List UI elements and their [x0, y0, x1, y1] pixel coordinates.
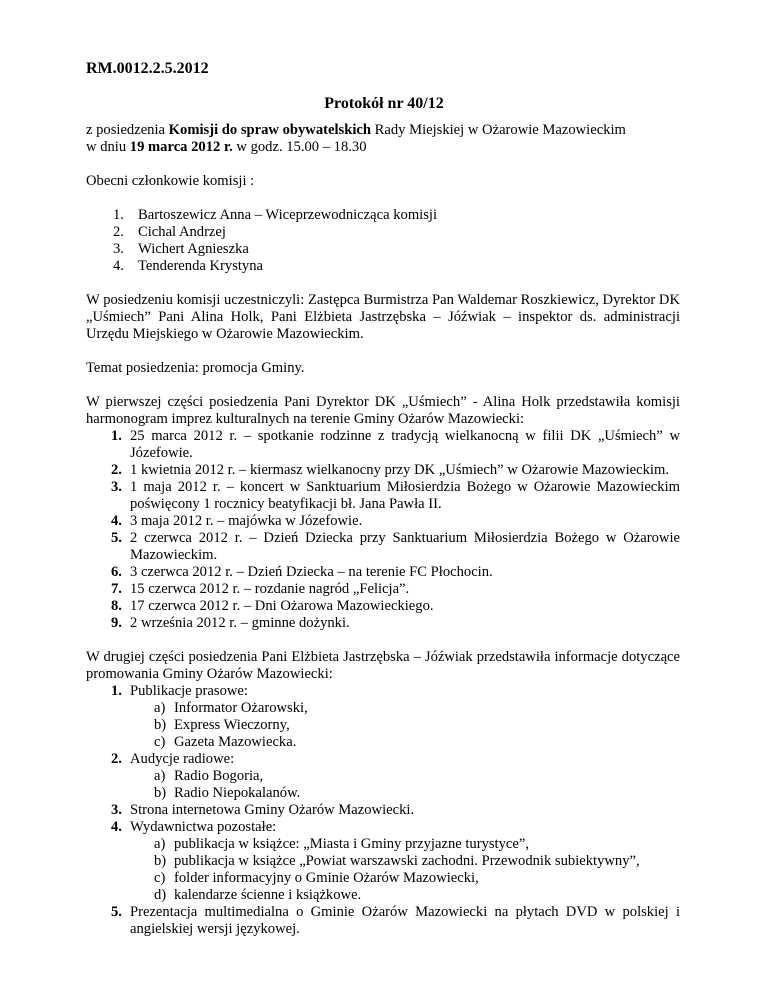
list-item: d) kalendarze ścienne i książkowe.: [154, 887, 362, 903]
list-item: c) Gazeta Mazowiecka.: [154, 734, 297, 750]
promotion-list: [86, 683, 680, 700]
list-item: 4. Tenderenda Krystyna: [113, 258, 264, 274]
topic-paragraph: Temat posiedzenia: promocja Gminy.: [86, 360, 305, 376]
list-item: c) folder informacyjny o Gminie Ożarów Mazowiecki,: [154, 870, 479, 886]
list-item: 7. 15 czerwca 2012 r. – rozdanie nagród „Felicja”.: [111, 581, 410, 597]
document-code: RM.0012.2.5.2012: [86, 60, 209, 77]
intro-text: w godz. 15.00 – 18.30: [232, 139, 367, 155]
document-title: Protokół nr 40/12: [324, 95, 444, 112]
list-item: 1. 25 marca 2012 r. – spotkanie rodzinne z tradycją wielkanocną w filii DK „Uśmiech” w Józefowie.: [111, 428, 680, 461]
list-item: 5. 2 czerwca 2012 r. – Dzień Dziecka przy Sanktuarium Miłosierdzia Bożego w Ożarowie Mazowieckim.: [111, 530, 680, 563]
list-item: 2. 1 kwietnia 2012 r. – kiermasz wielkanocny przy DK „Uśmiech” w Ożarowie Mazowieckim.: [111, 462, 669, 478]
list-item: 4. 3 maja 2012 r. – majówka w Józefowie.: [111, 513, 363, 529]
members-list: [86, 207, 680, 275]
list-item: b) Radio Niepokalanów.: [154, 785, 301, 801]
members-heading: Obecni członkowie komisji :: [86, 173, 255, 189]
list-item: 3. Wichert Agnieszka: [113, 241, 249, 257]
list-item: b) publikacja w książce „Powiat warszawski zachodni. Przewodnik subiektywny”,: [154, 853, 640, 869]
list-item: 9. 2 września 2012 r. – gminne dożynki.: [111, 615, 350, 631]
intro-date-line: [86, 139, 680, 156]
list-item: 5. Prezentacja multimedialna o Gminie Ożarów Mazowiecki na płytach DVD w polskiej i angielskiej wersji językowej.: [111, 904, 680, 937]
list-item: a) Informator Ożarowski,: [154, 700, 308, 716]
list-item: a) publikacja w książce: „Miasta i Gminy przyjazne turystyce”,: [154, 836, 529, 852]
list-item: 3. Strona internetowa Gminy Ożarów Mazowiecki.: [111, 802, 415, 818]
intro-text: w dniu: [86, 139, 130, 155]
participants-paragraph: W posiedzeniu komisji uczestniczyli: Zastępca Burmistrza Pan Waldemar Roszkiewicz, Dyrektor DK „Uśmiech” Pani Alina Holk, Pani Elżbieta Jastrzębska – Jóźwiak – inspektor ds. administracji Urzędu Miejskiego w Ożarowie Mazowieckim.: [86, 292, 680, 342]
meeting-date: 19 marca 2012 r.: [129, 139, 233, 155]
publications-sublist: [86, 836, 680, 904]
list-item: 1. Publikacje prasowe:: [111, 683, 248, 699]
list-item: 8. 17 czerwca 2012 r. – Dni Ożarowa Mazowieckiego.: [111, 598, 434, 614]
press-sublist: [86, 700, 680, 751]
intro-text: z posiedzenia: [86, 122, 169, 138]
list-item: 3. 1 maja 2012 r. – koncert w Sanktuarium Miłosierdzia Bożego w Ożarowie Mazowieckim poświęcony 1 rocznicy beatyfikacji bł. Jana Pawła II.: [111, 479, 680, 512]
list-item: 2. Audycje radiowe:: [111, 751, 235, 767]
intro-text: Rady Miejskiej w Ożarowie Mazowieckim: [370, 122, 626, 138]
document-body: [86, 122, 680, 938]
list-item: 1. Bartoszewicz Anna – Wiceprzewodnicząca komisji: [113, 207, 438, 223]
events-list: [86, 428, 680, 632]
part2-intro: W drugiej części posiedzenia Pani Elżbieta Jastrzębska – Jóźwiak przedstawiła informacje dotyczące promowania Gminy Ożarów Mazowiecki:: [86, 649, 680, 682]
list-item: 4. Wydawnictwa pozostałe:: [111, 819, 277, 835]
list-item: a) Radio Bogoria,: [154, 768, 264, 784]
part1-intro: W pierwszej części posiedzenia Pani Dyrektor DK „Uśmiech” - Alina Holk przedstawiła komisji harmonogram imprez kulturalnych na terenie Gminy Ożarów Mazowiecki:: [86, 394, 680, 427]
intro-paragraph: [86, 122, 680, 139]
list-item: 2. Cichal Andrzej: [113, 224, 226, 240]
list-item: b) Express Wieczorny,: [154, 717, 290, 733]
radio-sublist: [86, 768, 680, 802]
list-item: 6. 3 czerwca 2012 r. – Dzień Dziecka – na terenie FC Płochocin.: [111, 564, 493, 580]
committee-name: Komisji do spraw obywatelskich: [168, 122, 371, 138]
